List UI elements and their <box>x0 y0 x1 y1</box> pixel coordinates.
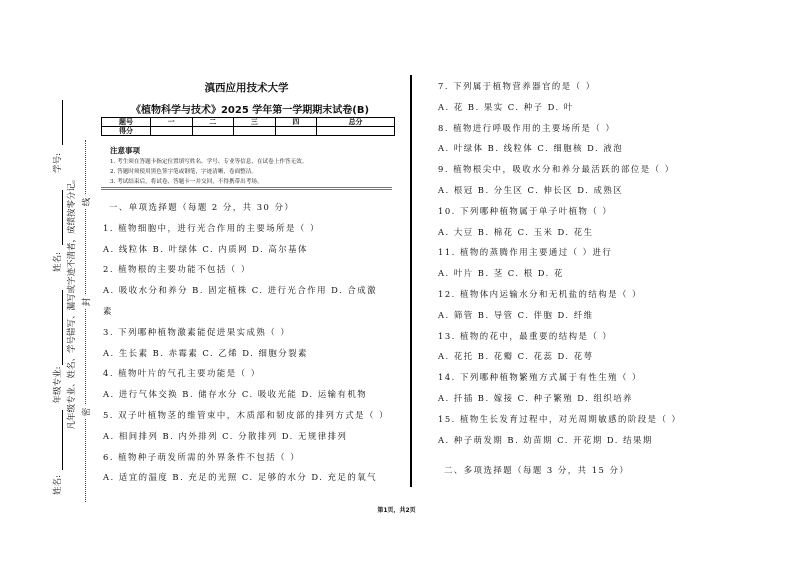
answer-options: A. 叶片 B. 茎 C. 根 D. 花 <box>438 268 564 279</box>
page-footer: 第1页，共2页 <box>377 507 416 514</box>
answer-options: A. 吸收水分和养分 B. 固定植株 C. 进行光合作用 D. 合成激 <box>103 285 378 296</box>
score-cell: 题号 <box>102 118 151 127</box>
major-label: 年级专业: <box>53 366 63 404</box>
score-input-cell[interactable] <box>275 127 317 136</box>
question-text: 7. 下列属于植物营养器官的是（ ） <box>438 81 596 91</box>
question-text: 6. 植物种子萌发所需的外界条件不包括（ ） <box>103 451 301 462</box>
note-item: 1. 考生须在答题卡指定位置填写姓名、学号、专业等信息，在试卷上作答无效。 <box>110 159 308 165</box>
score-cell: 四 <box>275 118 317 127</box>
answer-options: A. 生长素 B. 赤霉素 C. 乙烯 D. 细胞分裂素 <box>103 347 308 358</box>
seal-dotted-line <box>85 140 86 502</box>
score-cell: 得分 <box>102 127 151 136</box>
question-text: 5. 双子叶植物茎的维管束中，木质部和韧皮部的排列方式是（ ） <box>103 409 389 420</box>
question-text: 12. 植物体内运输水分和无机盐的结构是（ ） <box>438 288 642 299</box>
question-text: 14. 下列哪种植物繁殖方式属于有性生殖（ ） <box>438 372 642 383</box>
left-question-column <box>103 197 389 488</box>
question-text: 1. 植物细胞中，进行光合作用的主要场所是（ ） <box>103 222 320 233</box>
exam-title: 《植物科学与技术》2025 学年第一学期期末试卷(B) <box>130 105 370 116</box>
student-id-label: 学号: <box>53 153 63 173</box>
answer-options: A. 根冠 B. 分生区 C. 伸长区 D. 成熟区 <box>438 184 624 195</box>
question-text: 2. 植物根的主要功能不包括（ ） <box>103 264 251 275</box>
school-name: 滇西应用技术大学 <box>204 82 289 94</box>
question-text: 15. 植物生长发育过程中，对光周期敏感的阶段是（ ） <box>438 413 682 424</box>
answer-options: 素 <box>103 305 113 316</box>
note-item: 2. 答题时须使用黑色签字笔或钢笔，字迹清晰，卷面整洁。 <box>110 169 257 175</box>
seal-char-mi: 密 <box>82 407 92 417</box>
answer-options: A. 相间排列 B. 内外排列 C. 分散排列 D. 无规律排列 <box>103 430 348 441</box>
answer-options: A. 适宜的温度 B. 充足的光照 C. 足够的水分 D. 充足的氧气 <box>103 472 378 483</box>
question-text: 8. 植物进行呼吸作用的主要场所是（ ） <box>438 122 616 133</box>
score-table-score-row <box>102 127 395 136</box>
notes-heading: 注意事项 <box>110 146 140 155</box>
answer-options: A. 筛管 B. 导管 C. 伴胞 D. 纤维 <box>438 309 594 320</box>
double-rule <box>101 187 392 190</box>
right-question-column <box>438 76 681 450</box>
seal-char-feng: 封 <box>82 297 92 307</box>
answer-options: A. 线粒体 B. 叶绿体 C. 内质网 D. 高尔基体 <box>103 243 308 254</box>
name-label: 姓名: <box>53 252 63 272</box>
score-table <box>101 117 395 136</box>
question-text: 4. 植物叶片的气孔主要功能是（ ） <box>103 368 261 379</box>
score-input-cell[interactable] <box>234 127 276 136</box>
seal-char-xian: 线 <box>82 197 92 207</box>
answer-options: A. 花托 B. 花瓣 C. 花蕊 D. 花萼 <box>438 351 594 362</box>
question-text: 10. 下列哪种植物属于单子叶植物（ ） <box>438 205 613 216</box>
note-item: 3. 考试结束后，将试卷、答题卡一并交回，不得携带出考场。 <box>110 179 263 185</box>
score-input-cell[interactable] <box>151 127 193 136</box>
score-input-cell[interactable] <box>192 127 234 136</box>
score-cell: 三 <box>234 118 276 127</box>
score-cell: 一 <box>151 118 193 127</box>
score-input-cell[interactable] <box>317 127 395 136</box>
question-text: 3. 下列哪种植物激素能促进果实成熟（ ） <box>103 326 291 337</box>
answer-options: A. 大豆 B. 棉花 C. 玉米 D. 花生 <box>438 226 594 237</box>
name-blank[interactable] <box>62 190 63 245</box>
question-text: 9. 植物根尖中，吸收水分和养分最活跃的部位是（ ） <box>438 164 675 175</box>
question-text: 11. 植物的蒸腾作用主要通过（ ）进行 <box>438 247 613 258</box>
section-two-heading: 二、多项选择题（每题 3 分，共 15 分） <box>444 465 630 475</box>
bottom-blank[interactable] <box>62 410 63 470</box>
section-heading: 一、单项选择题（每题 2 分，共 30 分） <box>109 202 295 212</box>
major-blank[interactable] <box>62 290 63 365</box>
answer-options: A. 扦插 B. 嫁接 C. 种子繁殖 D. 组织培养 <box>438 392 634 403</box>
score-cell: 总分 <box>317 118 395 127</box>
bottom-name-label: 姓名: <box>53 475 63 495</box>
answer-options: A. 花 B. 果实 C. 种子 D. 叶 <box>438 101 574 112</box>
answer-options: A. 种子萌发期 B. 幼苗期 C. 开花期 D. 结果期 <box>438 434 653 445</box>
answer-options: A. 进行气体交换 B. 储存水分 C. 吸收光能 D. 运输有机物 <box>103 389 368 400</box>
score-cell: 二 <box>192 118 234 127</box>
binding-warning: 凡年级专业、姓名、学号错写、漏写或字迹不清者，成绩按零分记。 <box>67 174 77 430</box>
answer-options: A. 叶绿体 B. 线粒体 C. 细胞核 D. 液泡 <box>438 143 624 154</box>
column-divider <box>410 75 412 487</box>
score-table-header-row <box>102 118 395 127</box>
question-text: 13. 植物的花中，最重要的结构是（ ） <box>438 330 613 341</box>
